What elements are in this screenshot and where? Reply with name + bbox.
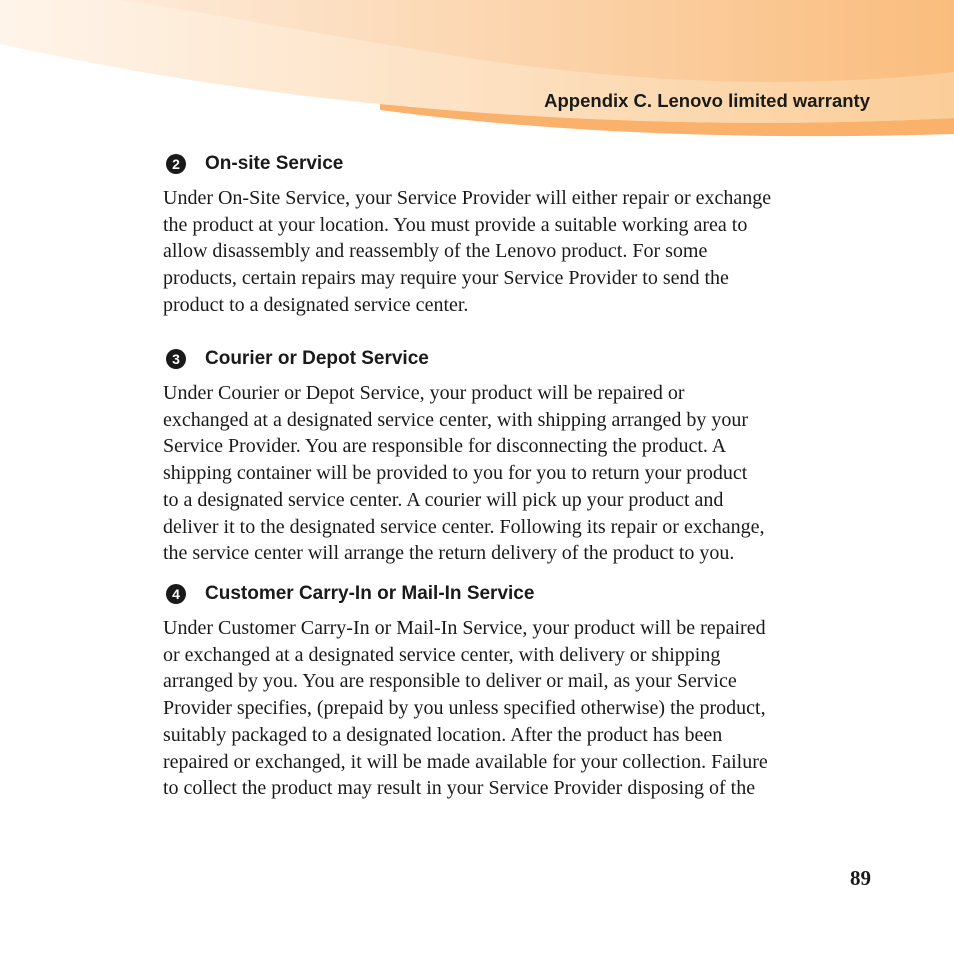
body-line: arranged by you. You are responsible to deliver or mail, as your Service [163,670,737,693]
section-heading [163,346,873,372]
body-line: shipping container will be provided to you for you to return your product [163,462,748,485]
number-badge-icon: 4 [166,584,186,604]
section-heading [163,581,873,607]
section-heading-text: On-site Service [205,153,344,174]
body-line: exchanged at a designated service center, with shipping arranged by your [163,408,749,431]
body-line: to collect the product may result in your Service Provider disposing of the [163,777,756,800]
body-line: product to a designated service center. [163,293,469,316]
section-on-site-service [163,151,873,319]
page-number: 89 [850,866,871,890]
section-heading-text: Courier or Depot Service [205,348,429,369]
body-line: Service Provider. You are responsible for disconnecting the product. A [163,435,727,458]
body-line: the product at your location. You must provide a suitable working area to [163,213,748,236]
body-line: Under Customer Carry-In or Mail-In Service, your product will be repaired [163,617,766,639]
body-line: Under On-Site Service, your Service Provider will either repair or exchange [163,187,772,209]
body-line: suitably packaged to a designated location. After the product has been [163,723,723,746]
section-body [163,380,873,567]
section-heading [163,151,873,177]
body-line: to a designated service center. A courier will pick up your product and [163,488,724,511]
section-carry-in-mail-in-service [163,581,873,802]
section-body [163,185,873,319]
body-line: deliver it to the designated service center. Following its repair or exchange, [163,515,765,538]
section-heading-text: Customer Carry-In or Mail-In Service [205,583,535,604]
body-line: Provider specifies, (prepaid by you unless specified otherwise) the product, [163,697,766,720]
body-line: or exchanged at a designated service center, with delivery or shipping [163,643,721,666]
header-decoration [0,0,954,140]
body-line: repaired or exchanged, it will be made available for your collection. Failure [163,750,768,773]
section-courier-depot-service [163,346,873,567]
body-line: Under Courier or Depot Service, your product will be repaired or [163,382,685,404]
number-badge-icon: 2 [166,154,186,174]
running-header: Appendix C. Lenovo limited warranty [544,90,870,111]
body-line: products, certain repairs may require your Service Provider to send the [163,267,729,290]
body-line: the service center will arrange the return delivery of the product to you. [163,542,735,565]
section-body [163,615,873,802]
number-badge-icon: 3 [166,349,186,369]
body-line: allow disassembly and reassembly of the Lenovo product. For some [163,240,708,263]
